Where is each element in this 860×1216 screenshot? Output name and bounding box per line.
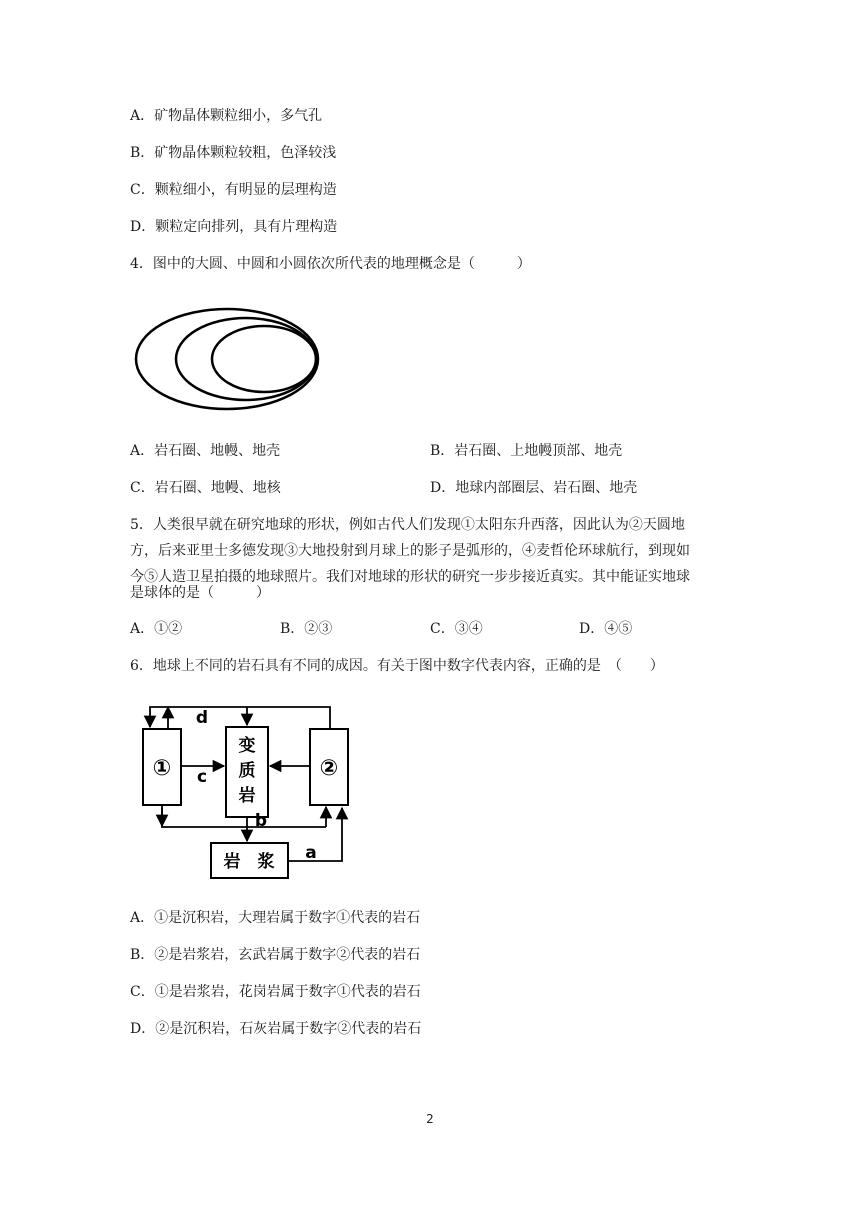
- q4-option-a: A．岩石圈、地幔、地壳: [130, 443, 281, 459]
- small-circle: [212, 326, 316, 392]
- arrow-d-line: [150, 707, 330, 729]
- metamorphic-char-3: 岩: [238, 786, 256, 806]
- q5-stem-line-3: 今⑤人造卫星拍摄的地球照片。我们对地球的形状的研究一步步接近真实。其中能证实地球: [130, 569, 690, 585]
- q3-option-c: C．颗粒细小，有明显的层理构造: [130, 182, 337, 198]
- metamorphic-char-2: 质: [238, 761, 256, 781]
- q5-option-b: B．②③: [280, 621, 333, 637]
- page-number: 2: [426, 1112, 434, 1126]
- label-a: a: [305, 843, 317, 863]
- q5-stem-line-2: 方，后来亚里士多德发现③大地投射到月球上的影子是弧形的，④麦哲伦环球航行，到现如: [130, 543, 690, 559]
- box-2-label: ②: [319, 756, 339, 781]
- q6-option-a: A．①是沉积岩，大理岩属于数字①代表的岩石: [130, 910, 421, 926]
- q5-option-a: A．①②: [130, 621, 183, 637]
- q6-option-c: C．①是岩浆岩，花岗岩属于数字①代表的岩石: [130, 984, 421, 1000]
- q5-stem-line-1: 5．人类很早就在研究地球的形状，例如古代人们发现①太阳东升西落，因此认为②天圆地: [130, 517, 685, 533]
- nested-circles-figure: [130, 304, 325, 414]
- q5-stem-line-4: 是球体的是（ ）: [130, 585, 270, 601]
- magma-label: 岩 浆: [223, 852, 275, 872]
- q3-option-b: B．矿物晶体颗粒较粗，色泽较浅: [130, 145, 337, 161]
- large-circle: [136, 309, 318, 409]
- metamorphic-char-1: 变: [238, 736, 256, 756]
- q4-stem: 4．图中的大圆、中圆和小圆依次所代表的地理概念是（ ）: [130, 256, 531, 272]
- q4-option-d: D．地球内部圈层、岩石圈、地壳: [430, 480, 638, 496]
- q4-option-c: C．岩石圈、地幔、地核: [130, 480, 281, 496]
- label-d: d: [195, 708, 209, 728]
- q6-option-d: D．②是沉积岩，石灰岩属于数字②代表的岩石: [130, 1021, 422, 1037]
- q3-option-d: D．颗粒定向排列，具有片理构造: [130, 219, 338, 235]
- label-c: c: [196, 767, 208, 787]
- box-1-label: ①: [152, 756, 172, 781]
- q5-option-d: D．④⑤: [579, 621, 633, 637]
- q6-stem: 6．地球上不同的岩石具有不同的成因。有关于图中数字代表内容，正确的是 （ ）: [130, 658, 664, 674]
- rock-cycle-diagram: [130, 698, 360, 883]
- label-b: b: [254, 811, 268, 831]
- q6-option-b: B．②是岩浆岩，玄武岩属于数字②代表的岩石: [130, 947, 421, 963]
- q3-option-a: A．矿物晶体颗粒细小，多气孔: [130, 108, 323, 124]
- q4-option-b: B．岩石圈、上地幔顶部、地壳: [430, 443, 623, 459]
- middle-circle: [176, 318, 316, 400]
- q5-option-c: C．③④: [430, 621, 483, 637]
